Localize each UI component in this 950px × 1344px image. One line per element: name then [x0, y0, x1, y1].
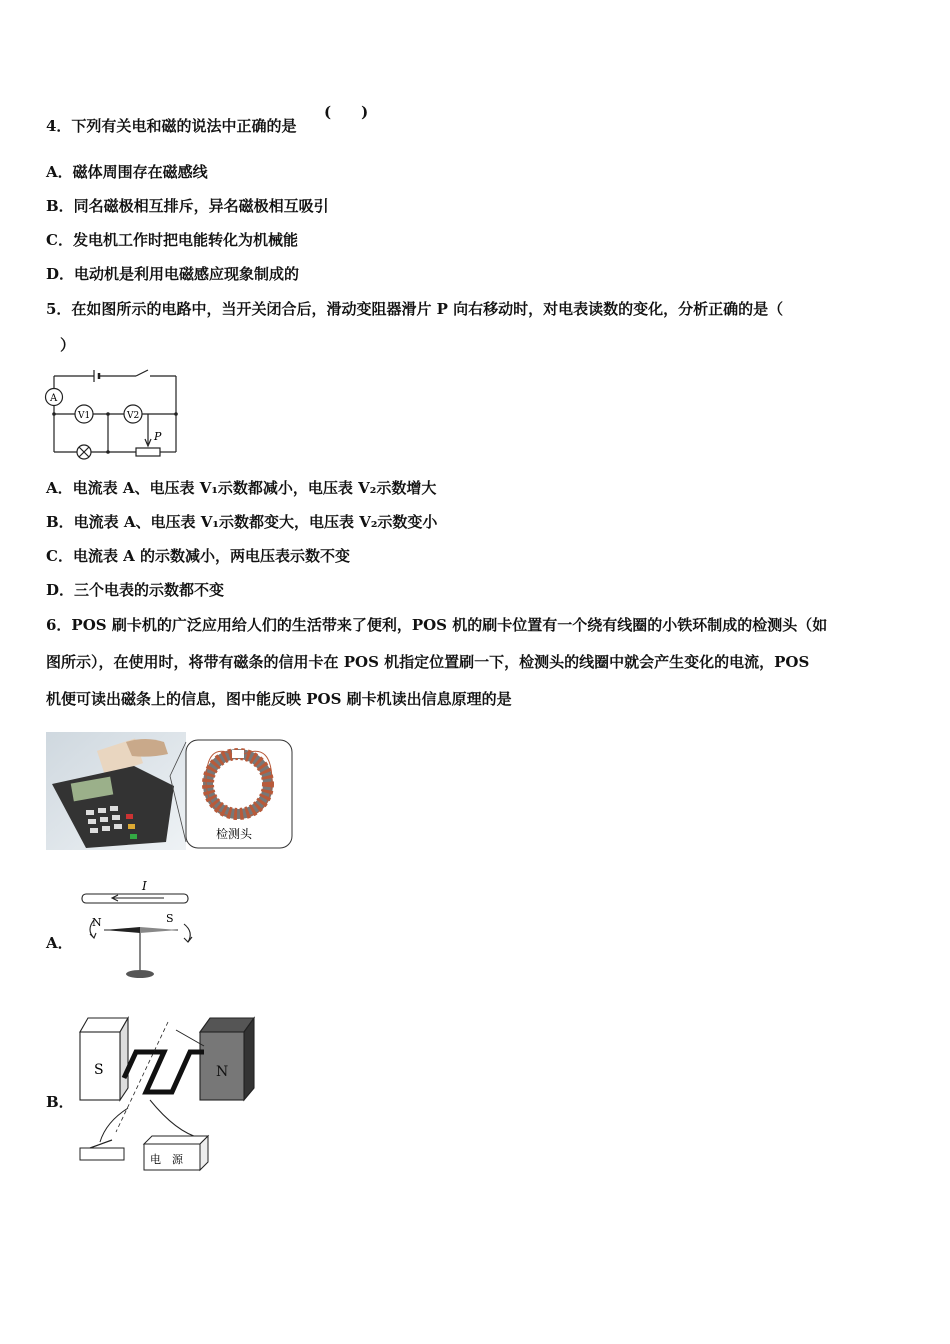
- needle-north-label: N: [92, 916, 102, 929]
- needle-south-label: S: [166, 912, 174, 925]
- ammeter-label: A: [50, 393, 58, 404]
- pos-machine-figure: [46, 732, 296, 852]
- q6-stem-line-2: 图所示），在使用时，将带有磁条的信用卡在 POS 机指定位置刷一下，检测头的线圈中就会产生变化的电流，POS: [46, 653, 810, 671]
- power-supply-label: 电 源: [150, 1153, 183, 1166]
- magnet-s-label: S: [94, 1062, 104, 1078]
- q5-option-d: D．三个电表的示数都不变: [46, 581, 225, 599]
- q4-stem: 4．下列有关电和磁的说法中正确的是: [46, 117, 297, 135]
- q5-stem: 5．在如图所示的电路中，当开关闭合后，滑动变阻器滑片 P 向右移动时，对电表读数的变化，分析正确的是（: [46, 300, 784, 318]
- circuit-diagram: [44, 362, 180, 460]
- q4-option-b: B．同名磁极相互排斥，异名磁极相互吸引: [46, 197, 329, 215]
- q5-stem-end: ）: [60, 336, 76, 354]
- q4-option-d: D．电动机是利用电磁感应现象制成的: [46, 265, 300, 283]
- option-a-figure: [74, 876, 204, 986]
- q4-option-c: C．发电机工作时把电能转化为机械能: [46, 231, 298, 249]
- q6-option-a-label: A．: [46, 934, 73, 952]
- q4-paren: ( ): [324, 103, 369, 121]
- current-i-label: I: [142, 879, 147, 893]
- q5-option-b: B．电流表 A、电压表 V₁示数都变大，电压表 V₂示数变小: [46, 513, 438, 531]
- v2-label: V2: [127, 411, 140, 421]
- slider-p-label: P: [154, 430, 162, 443]
- q6-stem-line-3: 机便可读出磁条上的信息，图中能反映 POS 刷卡机读出信息原理的是: [46, 690, 512, 708]
- v1-label: V1: [78, 411, 91, 421]
- option-b-figure: [76, 1012, 262, 1174]
- q5-option-a: A．电流表 A、电压表 V₁示数都减小，电压表 V₂示数增大: [46, 479, 437, 497]
- q6-stem-line-1: 6．POS 刷卡机的广泛应用给人们的生活带来了便利，POS 机的刷卡位置有一个绕有线圈的小铁环制成的检测头（如: [46, 616, 828, 634]
- magnet-n-label: N: [216, 1064, 229, 1080]
- q5-option-c: C．电流表 A 的示数减小，两电压表示数不变: [46, 547, 351, 565]
- q6-option-b-label: B．: [46, 1093, 74, 1111]
- q4-option-a: A．磁体周围存在磁感线: [46, 163, 208, 181]
- detector-caption: 检测头: [216, 827, 253, 841]
